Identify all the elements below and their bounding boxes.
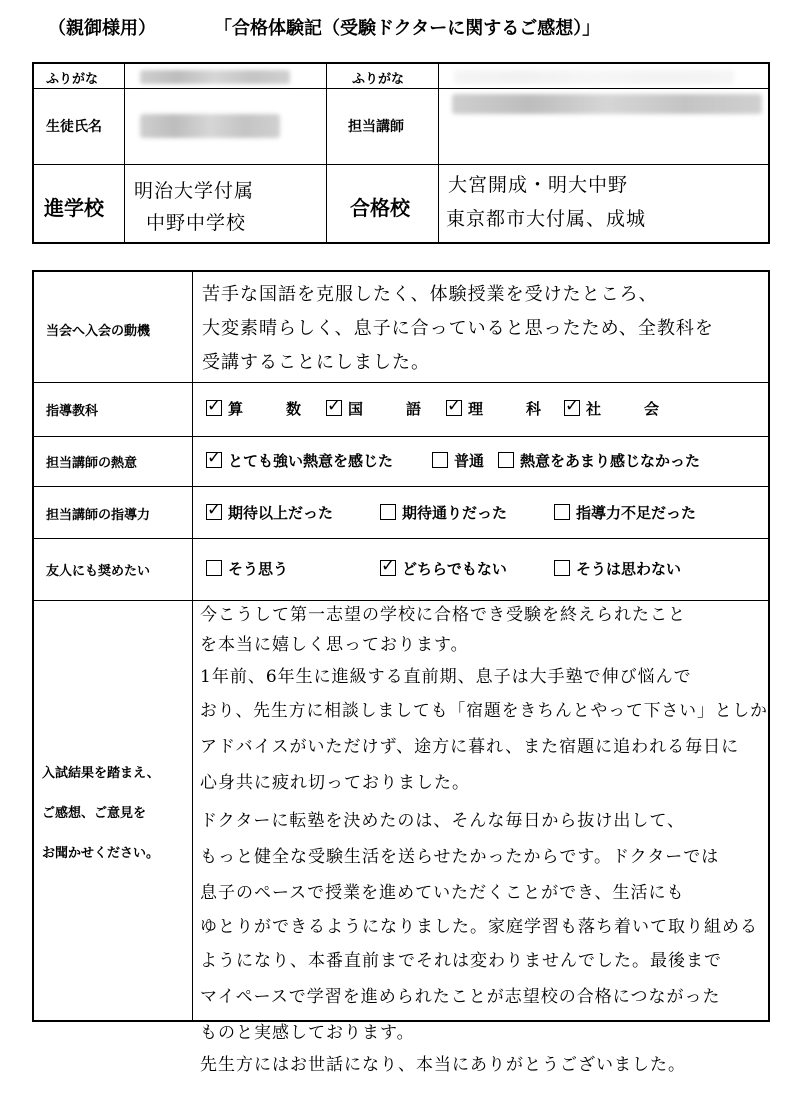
furigana-label-teacher: ふりがな bbox=[352, 72, 405, 87]
teacher-label: 担当講師 bbox=[348, 119, 404, 135]
subject-japanese-checkbox[interactable] bbox=[326, 400, 342, 416]
recommend-yes-label: そう思う bbox=[228, 560, 289, 578]
subject-math-checkbox[interactable] bbox=[206, 400, 222, 416]
subject-math-label: 算 数 bbox=[228, 400, 316, 418]
passion-normal-label: 普通 bbox=[454, 452, 485, 470]
skill-label: 担当講師の指導力 bbox=[46, 508, 151, 523]
motive-label: 当会へ入会の動機 bbox=[46, 324, 151, 339]
form-title: 「合格体験記（受験ドクターに関するご感想）」 bbox=[214, 18, 601, 39]
motive-line-2: 大変素晴らしく、息子に合っていると思ったため、全教科を bbox=[202, 318, 714, 339]
skill-above-checkbox[interactable] bbox=[206, 504, 222, 520]
impression-label-3: お聞かせください。 bbox=[42, 846, 160, 861]
impression-line-4: おり、先生方に相談しましても「宿題をきちんとやって下さい」としか bbox=[200, 701, 768, 721]
teacher-furigana-blank bbox=[454, 70, 734, 84]
passion-weak-label: 熱意をあまり感じなかった bbox=[520, 452, 701, 470]
impression-line-14: 先生方にはお世話になり、本当にありがとうございました。 bbox=[200, 1055, 686, 1075]
impression-line-7: ドクターに転塾を決めたのは、そんな毎日から抜け出して、 bbox=[200, 811, 685, 831]
recommend-neutral-checkbox[interactable] bbox=[380, 560, 396, 576]
pass-school-line1: 大宮開成・明大中野 bbox=[448, 174, 629, 196]
school-value-line1: 明治大学付属 bbox=[134, 180, 255, 202]
subjects-label: 指導教科 bbox=[46, 404, 99, 419]
impression-line-13: ものと実感しております。 bbox=[200, 1023, 415, 1043]
impression-line-9: 息子のペースで授業を進めていただくことができ、生活にも bbox=[200, 883, 685, 903]
motive-line-1: 苦手な国語を克服したく、体験授業を受けたところ、 bbox=[202, 284, 658, 305]
subject-japanese-label: 国 語 bbox=[348, 400, 436, 418]
subject-social-label: 社 会 bbox=[586, 400, 674, 418]
impression-line-1: 今こうして第一志望の学校に合格でき受験を終えられたこと bbox=[200, 605, 686, 625]
impression-line-10: ゆとりができるようになりました。家庭学習も落ち着いて取り組める bbox=[200, 917, 758, 937]
recommend-no-label: そうは思わない bbox=[576, 560, 682, 578]
student-name-label: 生徒氏名 bbox=[46, 119, 102, 135]
skill-lacking-label: 指導力不足だった bbox=[576, 504, 697, 522]
recommend-neutral-label: どちらでもない bbox=[402, 560, 507, 578]
impression-line-3: 1年前、6年生に進級する直前期、息子は大手塾で伸び悩んで bbox=[200, 667, 692, 687]
passion-label: 担当講師の熱意 bbox=[46, 456, 138, 471]
impression-line-6: 心身共に疲れ切っておりました。 bbox=[200, 773, 470, 793]
impression-line-12: マイペースで学習を進められたことが志望校の合格につながった bbox=[200, 987, 721, 1007]
skill-expected-checkbox[interactable] bbox=[380, 504, 396, 520]
motive-line-3: 受講することにしました。 bbox=[202, 352, 430, 373]
impression-line-2: を本当に嬉しく思っております。 bbox=[200, 635, 469, 655]
passion-weak-checkbox[interactable] bbox=[498, 452, 514, 468]
subject-science-label: 理 科 bbox=[468, 400, 556, 418]
teacher-name-redacted bbox=[452, 94, 762, 114]
furigana-label: ふりがな bbox=[46, 72, 99, 87]
recommend-label: 友人にも奨めたい bbox=[46, 564, 151, 579]
form-tag: （親御様用） bbox=[48, 18, 156, 39]
pass-school-line2: 東京都市大付属、成城 bbox=[446, 208, 647, 230]
impression-line-11: ようになり、本番直前までそれは変わりませんでした。最後まで bbox=[200, 951, 722, 971]
subject-social-checkbox[interactable] bbox=[564, 400, 580, 416]
impression-label-2: ご感想、ご意見を bbox=[42, 806, 147, 821]
impression-line-5: アドバイスがいただけず、途方に暮れ、また宿題に追われる毎日に bbox=[200, 737, 740, 757]
recommend-yes-checkbox[interactable] bbox=[206, 560, 222, 576]
skill-lacking-checkbox[interactable] bbox=[554, 504, 570, 520]
student-name-redacted bbox=[140, 114, 280, 138]
skill-above-label: 期待以上だった bbox=[228, 504, 334, 522]
subject-science-checkbox[interactable] bbox=[446, 400, 462, 416]
impression-label-1: 入試結果を踏まえ、 bbox=[42, 766, 160, 781]
passion-strong-checkbox[interactable] bbox=[206, 452, 222, 468]
furigana-redacted bbox=[140, 70, 290, 84]
info-table bbox=[32, 62, 770, 244]
pass-school-label: 合格校 bbox=[350, 196, 410, 220]
recommend-no-checkbox[interactable] bbox=[554, 560, 570, 576]
passion-strong-label: とても強い熱意を感じた bbox=[228, 452, 394, 470]
school-value-line2: 中野中学校 bbox=[146, 212, 247, 234]
school-label: 進学校 bbox=[44, 196, 104, 220]
skill-expected-label: 期待通りだった bbox=[402, 504, 508, 522]
passion-normal-checkbox[interactable] bbox=[432, 452, 448, 468]
impression-line-8: もっと健全な受験生活を送らせたかったからです。ドクターでは bbox=[200, 847, 720, 867]
